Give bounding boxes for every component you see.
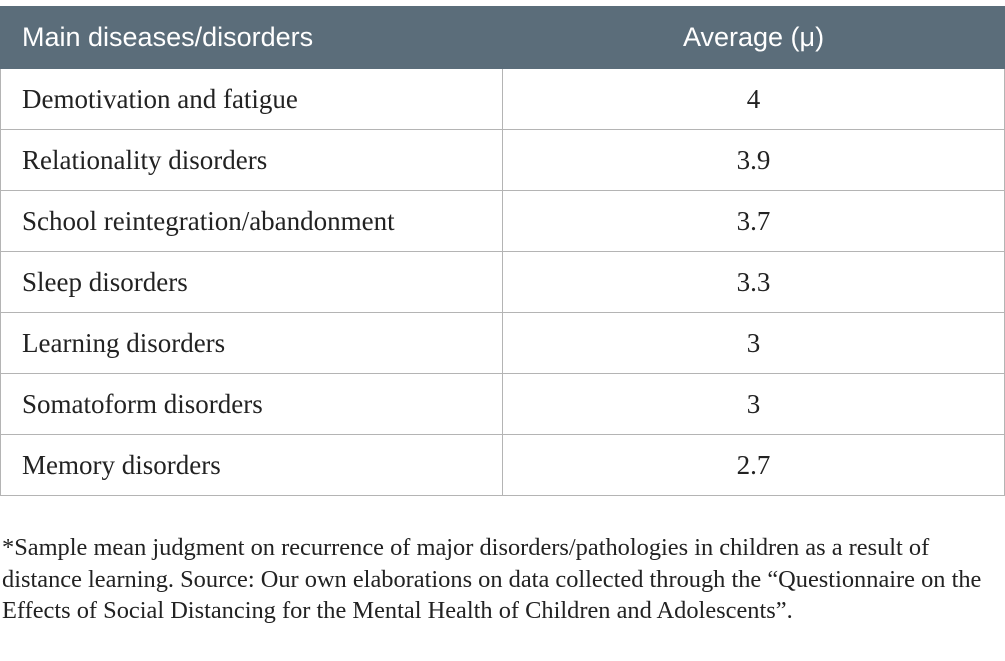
disorder-average: 3 xyxy=(503,313,1005,374)
table-body xyxy=(1,69,1005,496)
table-footnote: *Sample mean judgment on recurrence of major disorders/pathologies in children as a result of distance learning. Source: Our own elaborations on data collected through the “Questionnaire on the Effects of Social Distancing for the Mental Health of Children and Adolescents”. xyxy=(2,534,982,625)
disorder-name: Memory disorders xyxy=(1,435,503,496)
disorder-average: 3 xyxy=(503,374,1005,435)
disorder-average: 3.7 xyxy=(503,191,1005,252)
disorder-average: 2.7 xyxy=(503,435,1005,496)
table-row xyxy=(1,313,1005,374)
table-row xyxy=(1,374,1005,435)
disorder-average: 3.9 xyxy=(503,130,1005,191)
table-header xyxy=(1,7,1005,69)
table-row xyxy=(1,252,1005,313)
table-row xyxy=(1,191,1005,252)
disorders-table xyxy=(0,6,1005,496)
disorder-name: Somatoform disorders xyxy=(1,374,503,435)
disorders-table-container xyxy=(0,6,1004,496)
disorder-average: 4 xyxy=(503,69,1005,130)
header-average: Average (μ) xyxy=(503,7,1005,69)
disorder-name: Relationality disorders xyxy=(1,130,503,191)
disorder-average: 3.3 xyxy=(503,252,1005,313)
table-row xyxy=(1,435,1005,496)
table-row xyxy=(1,130,1005,191)
header-row xyxy=(1,7,1005,69)
disorder-name: Demotivation and fatigue xyxy=(1,69,503,130)
table-row xyxy=(1,69,1005,130)
header-main-diseases: Main diseases/disorders xyxy=(1,7,503,69)
disorder-name: Sleep disorders xyxy=(1,252,503,313)
disorder-name: School reintegration/abandonment xyxy=(1,191,503,252)
disorder-name: Learning disorders xyxy=(1,313,503,374)
